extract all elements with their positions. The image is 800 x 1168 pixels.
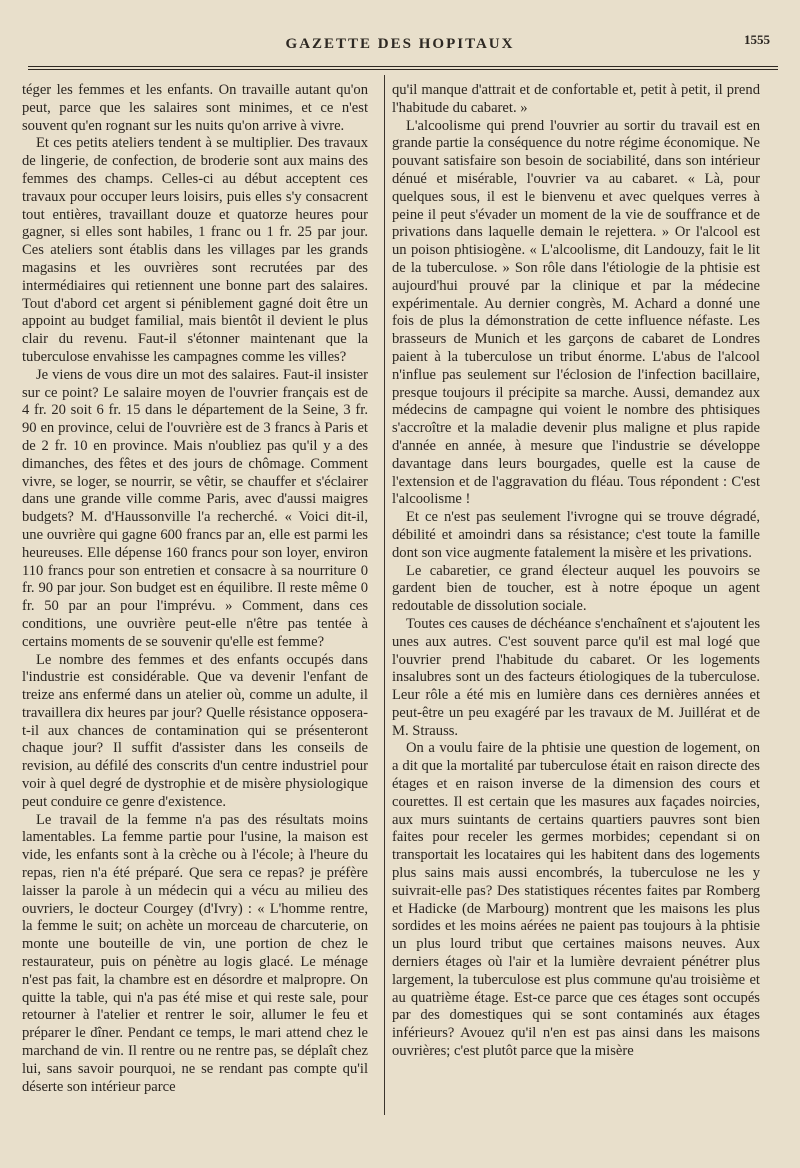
journal-title: GAZETTE DES HOPITAUX bbox=[285, 36, 515, 52]
header-rule bbox=[28, 66, 778, 67]
paragraph: On a voulu faire de la phtisie une question de logement, on a dit que la mortalité par tuberculose était en raison directe des étages et en raison inverse de la dimension des cours et courettes. Il est certain que les masures aux façades noircies, aux murs suintants de certains quartiers pauvres sont bien faites pour receler les germes morbides; cependant si on transportait les locataires qui les habitent dans des logements plus sains mais aussi encombrés, la tuberculose ne les y suivrait-elle pas? Des statistiques récentes faites par Romberg et Hadicke (de Marbourg) montrent que les maisons les plus sordides et les moins aérées ne paient pas toujours à la phtisie un plus lourd tribut que certaines maisons neuves. Aux derniers étages où l'air et la lumière devraient pénétrer plus largement, la tuberculose est plus commune qu'au troisième et au quatrième étage. Est-ce parce que ces étages sont occupés par des domestiques qui se sont contaminés aux étages inférieurs? Avouez qu'il n'en est pas ainsi dans les maisons ouvrières; c'est plutôt parce que la misère bbox=[392, 740, 760, 1060]
paragraph: Et ce n'est pas seulement l'ivrogne qui se trouve dégradé, débilité et amoindri dans sa résistance; c'est toute la famille dont son vice augmente fatalement la misère et les privations. bbox=[392, 509, 760, 561]
paragraph: Le nombre des femmes et des enfants occupés dans l'industrie est considérable. Que va devenir l'enfant de treize ans enfermé dans un atelier où, comme un adulte, il travaillera dix heures par jour? Quelle résistance opposera-t-il aux chances de contamination qui se présenteront chaque jour? Il suffit d'assister dans les conseils de revision, au défilé des conscrits d'un centre industriel pour voir à quel degré de dystrophie et de misère physiologique peut conduire ce genre d'existence. bbox=[22, 651, 368, 810]
paragraph: téger les femmes et les enfants. On travaille autant qu'on peut, parce que les salaires sont minimes, et ce n'est souvent qu'en rognant sur les nuits qu'on arrive à vivre. bbox=[22, 82, 368, 134]
header-rule-double bbox=[28, 69, 778, 70]
column-divider bbox=[384, 75, 385, 1115]
paragraph: L'alcoolisme qui prend l'ouvrier au sortir du travail est en grande partie la conséquence du notre régime économique. Ne pouvant satisfaire son besoin de sociabilité, dans son intérieur dénué et misérable, l'ouvrier va au cabaret. « Là, pour quelques sous, il est le bienvenu et avec quelques verres à peine il peut s'évader un moment de la vie de souffrance et de privations dans laquelle demain le rejettera. » Or l'alcool est un poison phtisiogène. « L'alcoolisme, dit Landouzy, fait le lit de la tuberculose. » Son rôle dans l'étiologie de la phtisie est aujourd'hui prouvé par la clinique et par la médecine expérimentale. Au dernier congrès, M. Achard a donné une fois de plus la démonstration de cette influence néfaste. Les brasseurs de Munich et les garçons de cabaret de Londres paient à la tuberculose un tribut énorme. L'abus de l'alcool n'influe pas seulement sur l'éclosion de l'infection bacillaire, presque toujours il précipite sa marche. Aussi, demandez aux médecins de campagne qui voient le nombre des phtisiques s'accroître et la maladie devenir plus maligne et plus rapide d'année en année, à mesure que l'industrie se développe davantage dans leurs bourgades, quelle est la cause de l'extension et de l'aggravation du fléau. Tous répondent : C'est l'alcoolisme ! bbox=[392, 117, 760, 508]
left-column bbox=[22, 82, 368, 1096]
paragraph: Le cabaretier, ce grand électeur auquel les pouvoirs se gardent bien de toucher, est à notre époque un agent redoutable de dissolution sociale. bbox=[392, 562, 760, 615]
page-header bbox=[0, 28, 800, 68]
right-column bbox=[392, 82, 760, 1061]
page-number: 1555 bbox=[744, 32, 770, 47]
paragraph: Et ces petits ateliers tendent à se multiplier. Des travaux de lingerie, de confection, de broderie sont aux mains des femmes des champs. Celles-ci au début acceptent ces travaux pour occuper leurs loisirs, puis elles s'y consacrent tout entières, travaillant douze et quatorze heures pour gagner, si elles sont habiles, 1 franc ou 1 fr. 25 par jour. Ces ateliers sont établis dans les villages par les grands magasins et les ouvrières sont recrutées par des intermédiaires qui retiennent une bonne part des salaires. Tout d'abord cet argent si péniblement gagné doit être un appoint au budget familial, mais bientôt il devient le plus clair du revenu. Faut-il s'étonner maintenant que la tuberculose envahisse les campagnes comme les villes? bbox=[22, 135, 368, 365]
paragraph: Le travail de la femme n'a pas des résultats moins lamentables. La femme partie pour l'usine, la maison est vide, les enfants sont à la crèche ou à l'école; à l'heure du repas, rien n'a été préparé. Que sera ce repas? je préfère laisser la parole à un médecin qui a vécu au milieu des ouvriers, le docteur Courgey (d'Ivry) : « L'homme rentre, la femme le suit; on achète un morceau de charcuterie, on monte une bouteille de vin, une portion de chez le restaurateur, puis on pénètre au logis glacé. Le ménage n'est pas fait, la chambre est en désordre et malpropre. On quitte la table, qui n'a pas été mise et qui reste sale, pour retourner à l'atelier et rentrer le soir, allumer le feu et préparer le dîner. Pendant ce temps, le mari attend chez le marchand de vin. Il rentre ou ne rentre pas, se déplaît chez lui, sans savoir pourquoi, ne se rendant pas compte qu'il déserte son intérieur parce bbox=[22, 811, 368, 1095]
paragraph: Je viens de vous dire un mot des salaires. Faut-il insister sur ce point? Le salaire moyen de l'ouvrier français est de 4 fr. 20 soit 6 fr. 15 dans le département de la Seine, 3 fr. 90 en province, celui de l'ouvrière est de 3 francs à Paris et de 2 fr. 10 en province. Mais n'oubliez pas qu'il y a des dimanches, des fêtes et des jours de chômage. Comment vivre, se loger, se nourrir, se vêtir, se chauffer et s'éclairer dans une grande ville comme Paris, avec d'aussi maigres budgets? M. d'Haussonville l'a recherché. « Voici dit-il, une ouvrière qui gagne 600 francs par an, elle est parmi les heureuses. Elle dépense 160 francs pour son loyer, environ 110 francs pour son entretien et consacre à sa nourriture 0 fr. 90 par jour. Son budget est en équilibre. Il reste même 0 fr. 50 par an pour l'imprévu. » Comment, dans ces conditions, une ouvrière peut-elle n'être pas tentée à certains moments de se souvenir qu'elle est femme? bbox=[22, 366, 368, 650]
paragraph: Toutes ces causes de déchéance s'enchaînent et s'ajoutent les unes aux autres. C'est souvent parce qu'il est mal logé que l'ouvrier prend l'habitude du cabaret. Or les logements insalubres sont un des facteurs étiologiques de la tuberculose. Leur rôle a été mis en lumière dans ces dernières années et peut-être un peu exagéré par les travaux de M. Juillérat et de M. Strauss. bbox=[392, 615, 760, 739]
paragraph: qu'il manque d'attrait et de confortable et, petit à petit, il prend l'habitude du cabaret. » bbox=[392, 82, 760, 116]
